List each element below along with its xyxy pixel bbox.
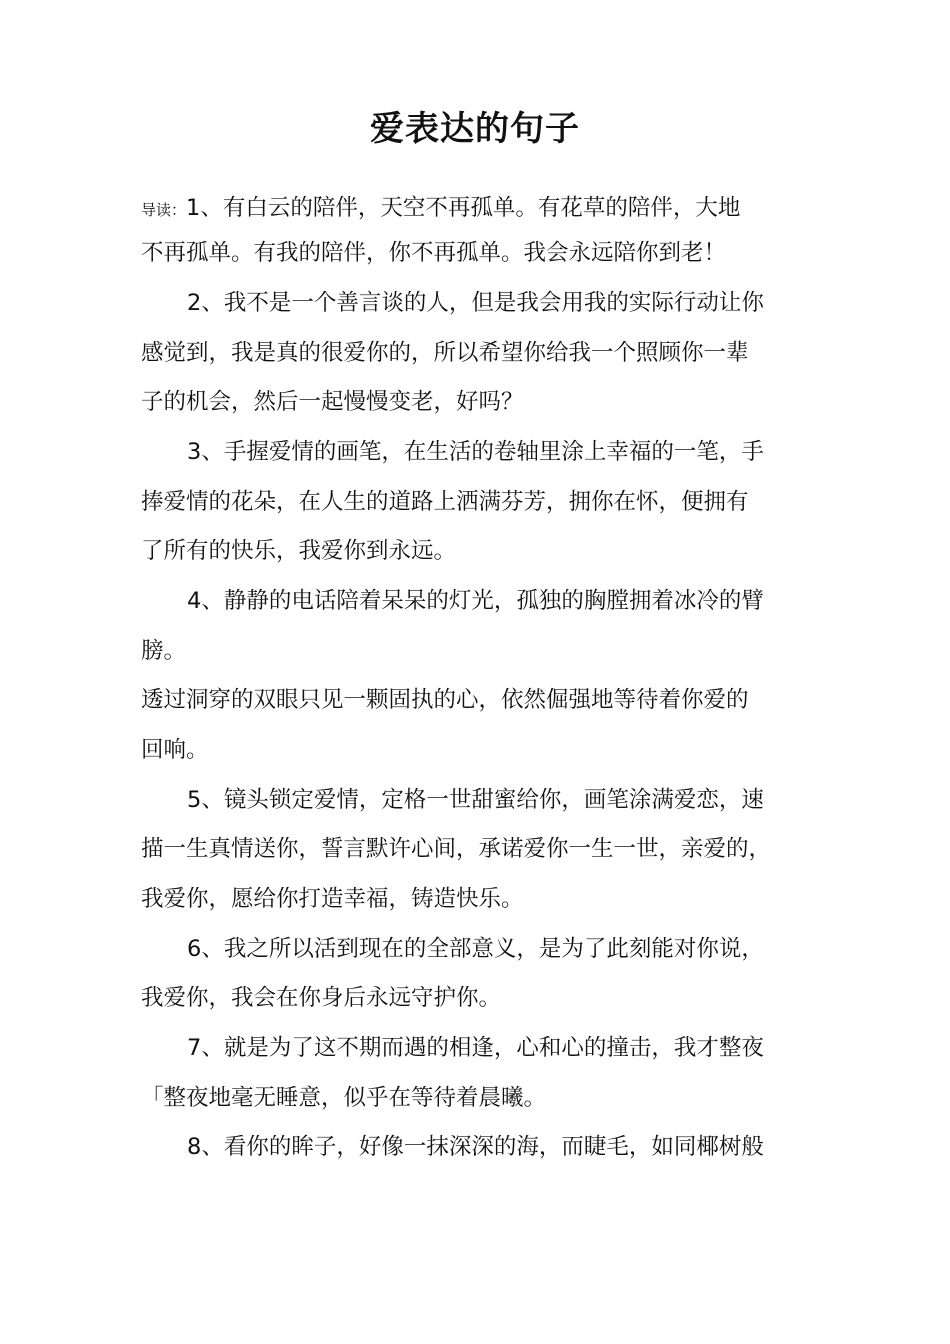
page-title: 爱表达的句子 <box>370 109 580 149</box>
paragraph-line: 不再孤单。有我的陪伴，你不再孤单。我会永远陪你到老！ <box>141 240 727 266</box>
paragraph-line: 膀。 <box>141 638 187 664</box>
paragraph-line: 4、静静的电话陪着呆呆的灯光，孤独的胸膛拥着冰冷的臂 <box>187 588 764 614</box>
paragraph-line: 「整夜地毫无睡意，似乎在等待着晨曦。 <box>141 1085 547 1111</box>
paragraph-line: 透过洞穿的双眼只见一颗固执的心，依然倔强地等待着你爱的 <box>141 687 749 713</box>
paragraph-line: 我爱你，我会在你身后永远守护你。 <box>141 985 502 1011</box>
lead-label: 导读： <box>141 201 187 219</box>
paragraph-line: 感觉到，我是真的很爱你的，所以希望你给我一个照顾你一辈 <box>141 340 749 366</box>
paragraph-line <box>141 193 740 225</box>
paragraph-line: 8、看你的眸子，好像一抹深深的海，而睫毛，如同椰树般 <box>187 1134 764 1160</box>
paragraph-line: 5、镜头锁定爱情，定格一世甜蜜给你，画笔涂满爱恋，速 <box>187 787 764 813</box>
paragraph-line: 回响。 <box>141 737 209 763</box>
paragraph-line: 3、手握爱情的画笔，在生活的卷轴里涂上幸福的一笔，手 <box>187 439 764 465</box>
paragraph-line: 捧爱情的花朵，在人生的道路上洒满芬芳，拥你在怀，便拥有 <box>141 489 749 515</box>
paragraph-line: 7、就是为了这不期而遇的相逢，心和心的撞击，我才整夜 <box>187 1035 764 1061</box>
paragraph-line: 了所有的快乐，我爱你到永远。 <box>141 538 457 564</box>
paragraph-line: 子的机会，然后一起慢慢变老，好吗？ <box>141 389 524 415</box>
paragraph-line: 描一生真情送你，誓言默许心间，承诺爱你一生一世，亲爱的， <box>141 836 772 862</box>
paragraph-line: 6、我之所以活到现在的全部意义，是为了此刻能对你说， <box>187 936 764 962</box>
paragraph-line: 我爱你，愿给你打造幸福，铸造快乐。 <box>141 886 524 912</box>
line-text: 1、有白云的陪伴，天空不再孤单。有花草的陪伴，大地 <box>186 195 741 221</box>
paragraph-line: 2、我不是一个善言谈的人，但是我会用我的实际行动让你 <box>187 290 764 316</box>
